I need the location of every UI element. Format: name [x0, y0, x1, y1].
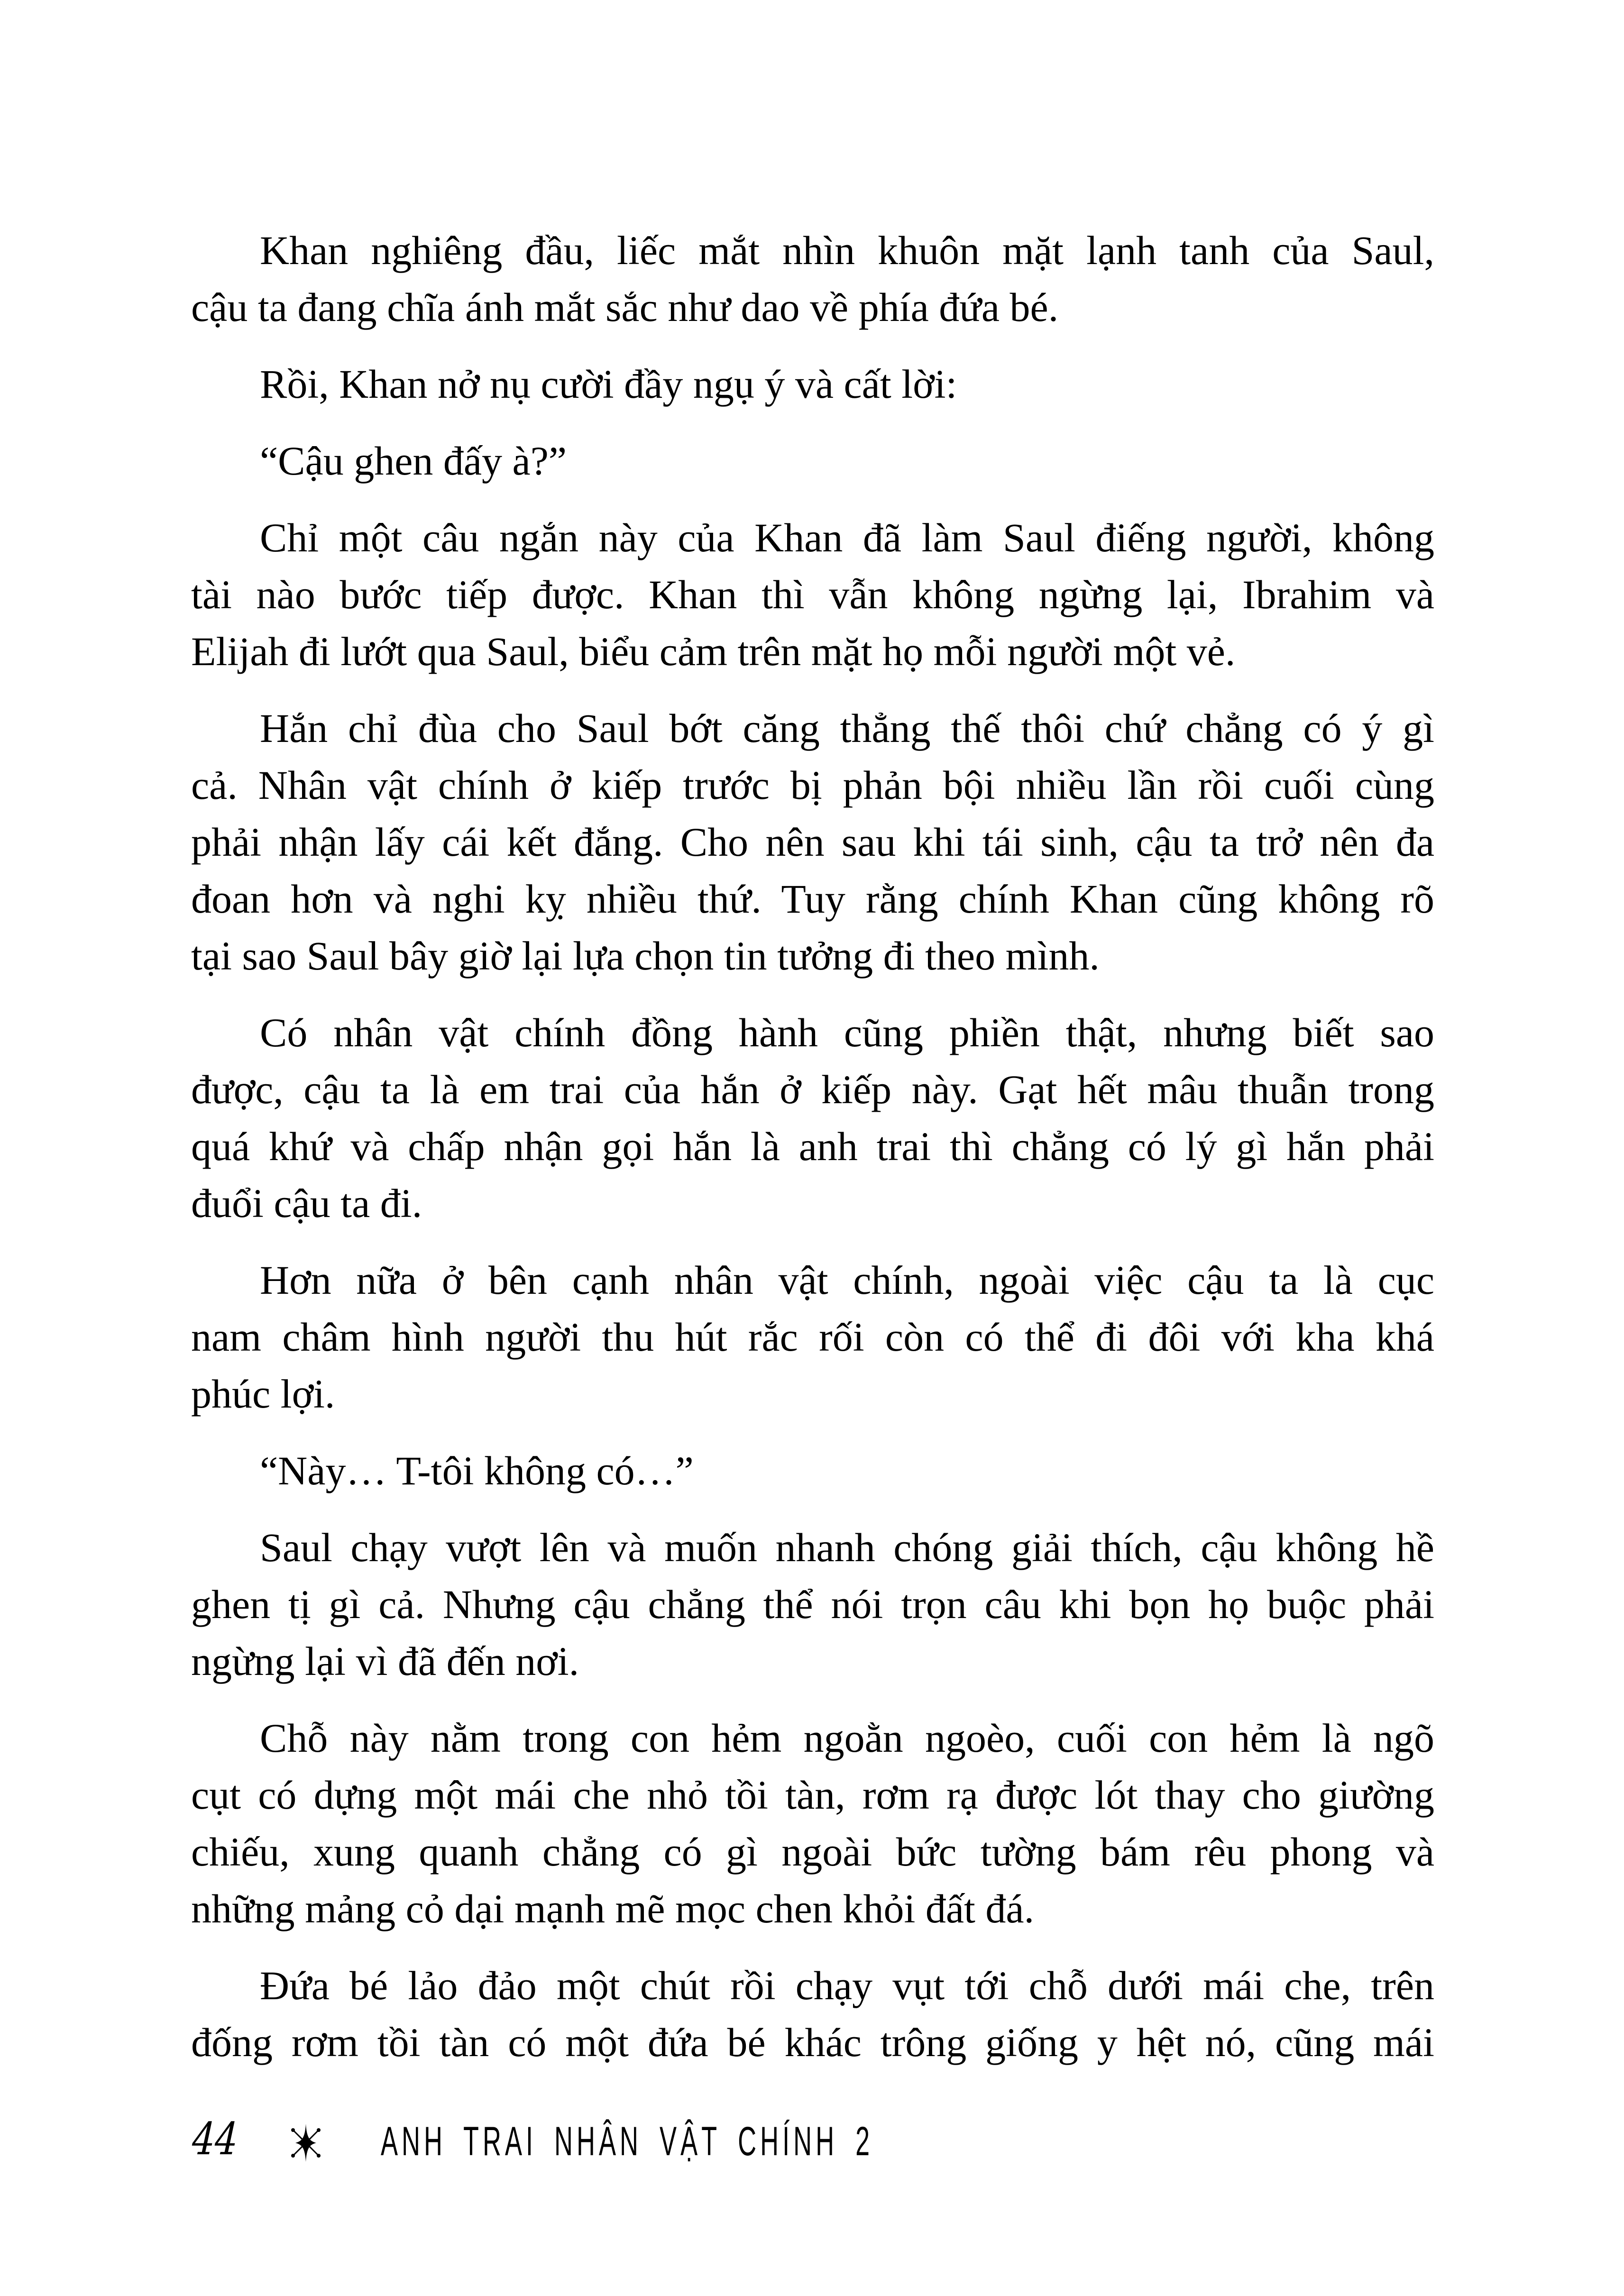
text-line: được, cậu ta là em trai của hắn ở kiếp này. Gạt hết mâu thuẫn trong [191, 1067, 1434, 1112]
paragraph [191, 1957, 1434, 2071]
paragraph [191, 1519, 1434, 1690]
text-line: phúc lợi. [191, 1371, 335, 1417]
paragraph [191, 222, 1434, 336]
text-line: Saul chạy vượt lên và muốn nhanh chóng giải thích, cậu không hề [260, 1525, 1434, 1570]
text-line: Elijah đi lướt qua Saul, biểu cảm trên mặt họ mỗi người một vẻ. [191, 629, 1236, 674]
text-line: “Này… T-tôi không có…” [260, 1448, 694, 1493]
paragraph [191, 1710, 1434, 1937]
paragraph [191, 356, 1434, 412]
text-line: Khan nghiêng đầu, liếc mắt nhìn khuôn mặt lạnh tanh của Saul, [260, 228, 1434, 273]
footer-ornament-icon [286, 2123, 326, 2163]
text-line: Hơn nữa ở bên cạnh nhân vật chính, ngoài việc cậu ta là cục [260, 1257, 1434, 1303]
text-line: Rồi, Khan nở nụ cười đầy ngụ ý và cất lời: [260, 361, 957, 407]
text-block [191, 222, 1434, 2071]
text-line: Chỉ một câu ngắn này của Khan đã làm Saul điếng người, không [260, 515, 1434, 560]
text-line: đuổi cậu ta đi. [191, 1180, 422, 1226]
page-number: 44 [191, 2113, 239, 2165]
paragraph [191, 700, 1434, 984]
text-line: ghen tị gì cả. Nhưng cậu chẳng thể nói trọn câu khi bọn họ buộc phải [191, 1582, 1434, 1627]
text-line: đống rơm tồi tàn có một đứa bé khác trông giống y hệt nó, cũng mái [191, 2020, 1434, 2065]
text-line: Chỗ này nằm trong con hẻm ngoằn ngoèo, cuối con hẻm là ngõ [260, 1715, 1434, 1761]
paragraph [191, 509, 1434, 680]
text-line: phải nhận lấy cái kết đắng. Cho nên sau khi tái sinh, cậu ta trở nên đa [191, 819, 1434, 865]
paragraph [191, 1004, 1434, 1232]
text-line: quá khứ và chấp nhận gọi hắn là anh trai thì chẳng có lý gì hắn phải [191, 1124, 1434, 1169]
text-line: những mảng cỏ dại mạnh mẽ mọc chen khỏi đất đá. [191, 1886, 1035, 1931]
text-line: cụt có dựng một mái che nhỏ tồi tàn, rơm rạ được lót thay cho giường [191, 1772, 1434, 1818]
text-line: tại sao Saul bây giờ lại lựa chọn tin tưởng đi theo mình. [191, 933, 1100, 979]
paragraph [191, 432, 1434, 489]
text-line: “Cậu ghen đấy à?” [260, 438, 567, 484]
paragraph [191, 1442, 1434, 1499]
text-line: cả. Nhân vật chính ở kiếp trước bị phản bội nhiều lần rồi cuối cùng [191, 762, 1434, 808]
text-line: Đứa bé lảo đảo một chút rồi chạy vụt tới chỗ dưới mái che, trên [260, 1963, 1434, 2008]
text-line: ngừng lại vì đã đến nơi. [191, 1638, 579, 1684]
text-line: chiếu, xung quanh chẳng có gì ngoài bức tường bám rêu phong và [191, 1829, 1434, 1875]
text-line: cậu ta đang chĩa ánh mắt sắc như dao về phía đứa bé. [191, 284, 1059, 330]
text-line: tài nào bước tiếp được. Khan thì vẫn không ngừng lại, Ibrahim và [191, 572, 1434, 617]
book-title: ANH TRAI NHÂN VẬT CHÍNH 2 [381, 2119, 874, 2165]
text-line: nam châm hình người thu hút rắc rối còn có thể đi đôi với kha khá [191, 1314, 1434, 1360]
text-line: Hắn chỉ đùa cho Saul bớt căng thẳng thế thôi chứ chẳng có ý gì [260, 705, 1434, 751]
text-line: đoan hơn và nghi kỵ nhiều thứ. Tuy rằng chính Khan cũng không rõ [191, 876, 1434, 922]
text-line: Có nhân vật chính đồng hành cũng phiền thật, nhưng biết sao [260, 1010, 1434, 1055]
page-footer [191, 2111, 1434, 2177]
paragraph [191, 1252, 1434, 1422]
